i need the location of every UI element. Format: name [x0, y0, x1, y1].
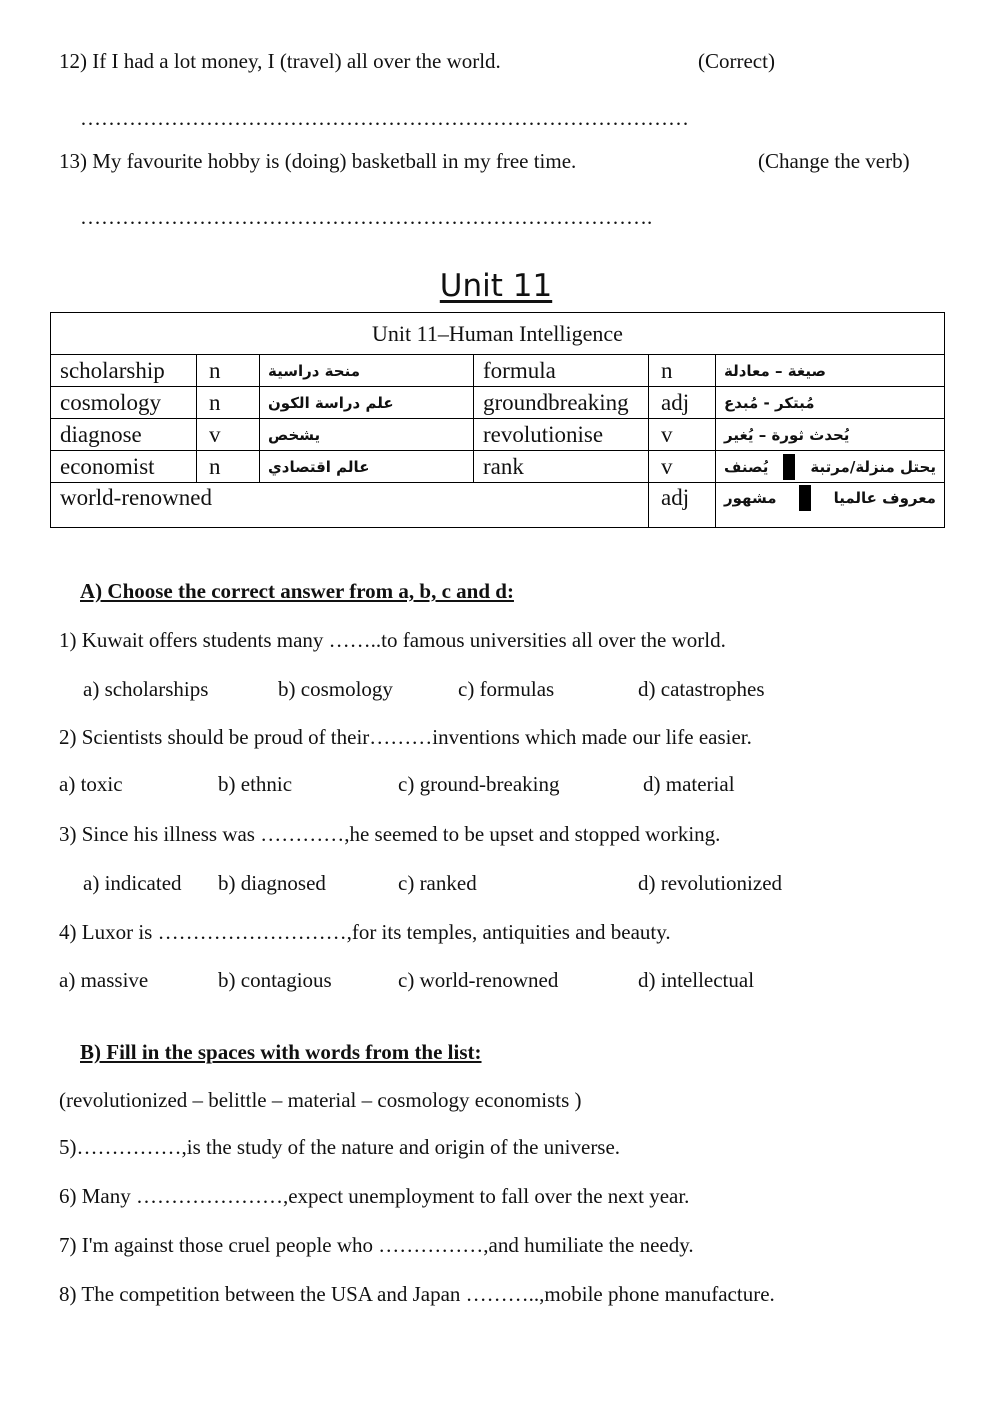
part-of-speech: n [197, 451, 260, 483]
word: scholarship [51, 355, 197, 387]
arabic-meaning-secondary: يُصنف [724, 457, 769, 476]
part-of-speech: v [649, 419, 716, 451]
question-12: 12) If I had a lot money, I (travel) all over the world. [59, 49, 501, 73]
question-4: 4) Luxor is ………………………,for its temples, antiquities and beauty. [59, 920, 671, 944]
vocabulary-table [50, 312, 945, 528]
option-b: b) contagious [218, 968, 332, 992]
word-list: (revolutionized – belittle – material – cosmology economists ) [59, 1088, 582, 1112]
answer-line-13: ………………………………………………………………………. [80, 205, 653, 229]
unit-heading: Unit 11 [439, 268, 553, 304]
table-title: Unit 11–Human Intelligence [51, 313, 945, 355]
option-c: c) formulas [458, 677, 555, 701]
table-row [51, 451, 945, 483]
word: economist [51, 451, 197, 483]
option-a: a) massive [59, 968, 149, 992]
option-d: d) revolutionized [638, 871, 783, 895]
question-13: 13) My favourite hobby is (doing) basketball in my free time. [59, 149, 577, 173]
arabic-meaning [716, 483, 945, 528]
question-1: 1) Kuwait offers students many ……..to famous universities all over the world. [59, 628, 726, 652]
question-12-instruction: (Correct) [698, 49, 775, 73]
option-a: a) toxic [59, 772, 123, 796]
arabic-meaning: منحة دراسية [260, 355, 474, 387]
word: world-renowned [51, 483, 649, 528]
arabic-meaning-primary: معروف عالميا [833, 489, 936, 507]
part-of-speech: v [197, 419, 260, 451]
part-of-speech: n [649, 355, 716, 387]
word: cosmology [51, 387, 197, 419]
arabic-meaning: علم دراسة الكون [260, 387, 474, 419]
arabic-meaning: مُبتكر - مُبدع [716, 387, 945, 419]
arabic-meaning [716, 451, 945, 483]
answer-line-12: …………………………………………………………………………… [80, 106, 689, 130]
option-a: a) scholarships [83, 677, 209, 701]
fill-item-7: 7) I'm against those cruel people who ……………,and humiliate the needy. [59, 1233, 694, 1257]
fill-item-6: 6) Many …………………,expect unemployment to fall over the next year. [59, 1184, 690, 1208]
part-of-speech: adj [649, 483, 716, 528]
word: rank [474, 451, 649, 483]
word: formula [474, 355, 649, 387]
divider-bar [799, 485, 811, 511]
option-b: b) cosmology [278, 677, 393, 701]
arabic-meaning: يُحدث ثورة – يُغير [716, 419, 945, 451]
divider-bar [783, 454, 795, 480]
section-b-title: B) Fill in the spaces with words from the list: [80, 1040, 482, 1064]
question-3: 3) Since his illness was …………,he seemed to be upset and stopped working. [59, 822, 721, 846]
question-2: 2) Scientists should be proud of their………inventions which made our life easier. [59, 725, 752, 749]
word: revolutionise [474, 419, 649, 451]
arabic-meaning: صيغة – معادلة [716, 355, 945, 387]
word: diagnose [51, 419, 197, 451]
part-of-speech: adj [649, 387, 716, 419]
arabic-meaning: عالم اقتصادي [260, 451, 474, 483]
word: groundbreaking [474, 387, 649, 419]
table-row [51, 483, 945, 528]
table-row [51, 355, 945, 387]
option-c: c) ranked [398, 871, 477, 895]
option-d: d) intellectual [638, 968, 755, 992]
arabic-meaning: يشخص [260, 419, 474, 451]
option-c: c) world-renowned [398, 968, 559, 992]
option-d: d) material [643, 772, 735, 796]
option-c: c) ground-breaking [398, 772, 560, 796]
part-of-speech: n [197, 387, 260, 419]
option-d: d) catastrophes [638, 677, 765, 701]
table-row [51, 419, 945, 451]
option-a: a) indicated [83, 871, 182, 895]
arabic-meaning-primary: يحتل منزلة/مرتبة [810, 457, 936, 476]
fill-item-5: 5)……………,is the study of the nature and origin of the universe. [59, 1135, 621, 1159]
section-a-title: A) Choose the correct answer from a, b, c and d: [80, 579, 514, 603]
option-b: b) diagnosed [218, 871, 326, 895]
part-of-speech: v [649, 451, 716, 483]
question-13-instruction: (Change the verb) [758, 149, 910, 173]
option-b: b) ethnic [218, 772, 293, 796]
fill-item-8: 8) The competition between the USA and Japan ………..,mobile phone manufacture. [59, 1282, 775, 1306]
part-of-speech: n [197, 355, 260, 387]
table-row [51, 387, 945, 419]
arabic-meaning-secondary: مشهور [724, 489, 777, 507]
